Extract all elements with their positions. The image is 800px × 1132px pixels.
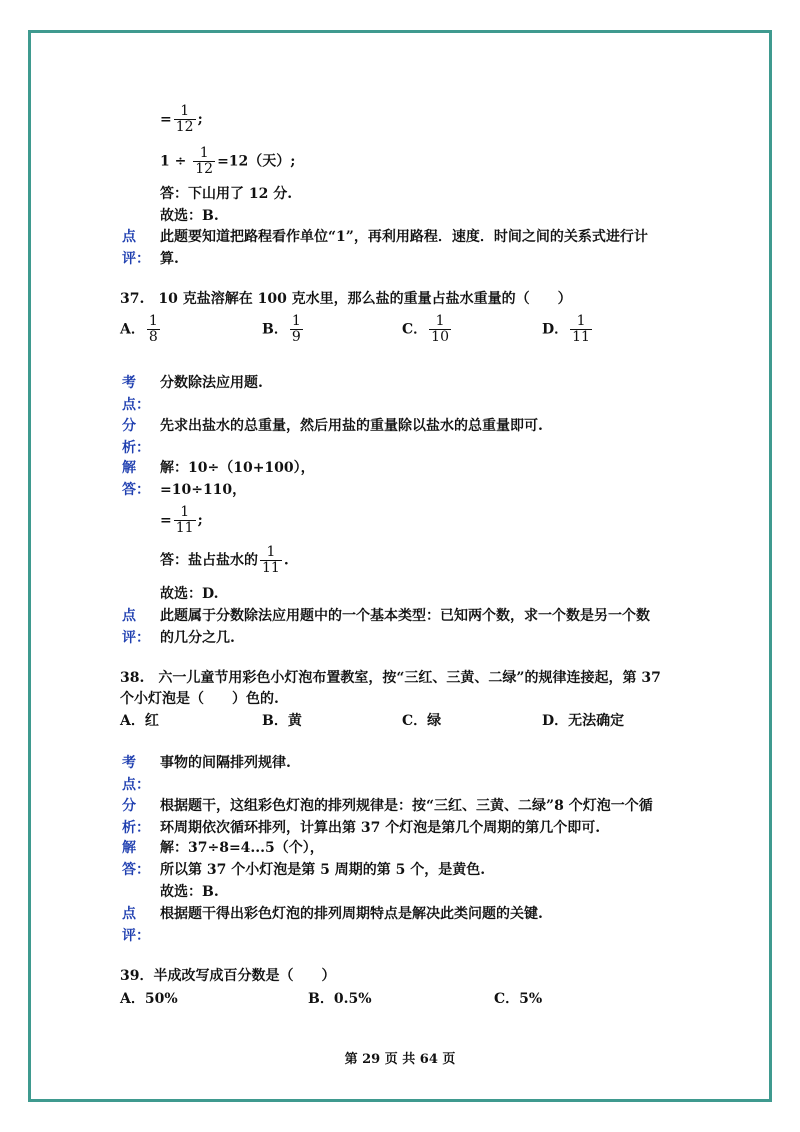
- dianping-text: 此题属于分数除法应用题中的一个基本类型：已知两个数，求一个数是另一个数: [160, 608, 650, 624]
- jieda-tag: 答：: [122, 862, 150, 878]
- page-footer: 第 29 页 共 64 页: [344, 1052, 456, 1067]
- option-a: A． $\frac{1}{8}$: [120, 313, 158, 345]
- option-b: B．0.5%: [308, 991, 372, 1007]
- fraction: $\frac{1}{12}$: [195, 145, 214, 177]
- dianping-tag: 点: [122, 906, 136, 922]
- fraction: $\frac{1}{11}$: [572, 313, 590, 345]
- option-d: D． $\frac{1}{11}$: [542, 313, 590, 345]
- option-b: B． $\frac{1}{9}$: [262, 313, 301, 345]
- kaodian-tag: 点：: [122, 397, 150, 413]
- fenxi-tag: 分: [122, 418, 136, 434]
- question-38: 个小灯泡是（ ）色的.: [120, 691, 279, 707]
- option-c: C． $\frac{1}{10}$: [402, 313, 449, 345]
- jieda-tag: 解: [122, 840, 136, 856]
- choice-line: 故选：B.: [160, 208, 219, 224]
- option-d: D．无法确定: [542, 713, 625, 729]
- question-39: 39．半成改写成百分数是（ ）: [120, 968, 336, 984]
- fenxi-text: 环周期依次循环排列，计算出第 37 个灯泡是第几个周期的第几个即可.: [160, 820, 601, 836]
- answer-line: 答：下山用了 12 分.: [160, 186, 293, 202]
- option-a: A．50%: [120, 991, 178, 1007]
- solution-line: =10÷110，: [160, 482, 247, 498]
- jieda-tag: 答：: [122, 482, 150, 498]
- fenxi-text: 根据题干，这组彩色灯泡的排列规律是：按“三红、三黄、二绿”8 个灯泡一个循: [160, 798, 653, 814]
- eq-prefix: =: [160, 111, 172, 128]
- fenxi-tag: 析：: [122, 440, 150, 456]
- choice-line: 故选：B.: [160, 884, 219, 900]
- fenxi-tag: 析：: [122, 820, 150, 836]
- review-tag: 点: [122, 229, 136, 245]
- solution-line: 所以第 37 个小灯泡是第 5 周期的第 5 个，是黄色.: [160, 862, 486, 878]
- option-b: B．黄: [262, 713, 302, 729]
- jieda-tag: 解: [122, 460, 136, 476]
- calc-line: 1 ÷ $\frac{1}{12}$ =12（天）;: [160, 145, 296, 177]
- fenxi-text: 先求出盐水的总重量，然后用盐的重量除以盐水的总重量即可.: [160, 418, 543, 434]
- eq-line-1: = $\frac{1}{12}$ ;: [160, 103, 203, 135]
- fraction: $\frac{1}{11}$: [262, 544, 280, 576]
- dianping-text: 根据题干得出彩色灯泡的排列周期特点是解决此类问题的关键.: [160, 906, 543, 922]
- fraction: $\frac{1}{11}$: [175, 504, 194, 536]
- question-38: 38. 六一儿童节用彩色小灯泡布置教室，按“三红、三黄、二绿”的规律连接起，第 37: [120, 670, 661, 686]
- dianping-tag: 评：: [122, 630, 150, 646]
- review-text: 此题要知道把路程看作单位“1”，再利用路程．速度．时间之间的关系式进行计: [160, 229, 648, 245]
- fraction: $\frac{1}{10}$: [431, 313, 449, 345]
- option-c: C．绿: [402, 713, 442, 729]
- kaodian-tag: 考: [122, 375, 136, 391]
- answer-line: 答：盐占盐水的 $\frac{1}{11}$ .: [160, 544, 289, 576]
- kaodian-text: 事物的间隔排列规律.: [160, 755, 291, 771]
- solution-line: 解：37÷8=4...5（个），: [160, 840, 324, 856]
- option-c: C．5%: [494, 991, 543, 1007]
- kaodian-tag: 点：: [122, 777, 150, 793]
- solution-line: = $\frac{1}{11}$ ;: [160, 504, 203, 536]
- fraction: $\frac{1}{9}$: [291, 313, 301, 345]
- review-text: 算.: [160, 251, 179, 267]
- kaodian-tag: 考: [122, 755, 136, 771]
- question-37: 37. 10 克盐溶解在 100 克水里，那么盐的重量占盐水重量的（ ）: [120, 291, 572, 307]
- fraction: $\frac{1}{12}$: [175, 103, 194, 135]
- kaodian-text: 分数除法应用题.: [160, 375, 263, 391]
- option-a: A．红: [120, 713, 159, 729]
- dianping-tag: 点: [122, 608, 136, 624]
- dianping-tag: 评：: [122, 928, 150, 944]
- solution-line: 解：10÷（10+100），: [160, 460, 315, 476]
- dianping-text: 的几分之几.: [160, 630, 235, 646]
- review-tag: 评：: [122, 251, 150, 267]
- fraction: $\frac{1}{8}$: [148, 313, 158, 345]
- fenxi-tag: 分: [122, 798, 136, 814]
- choice-line: 故选：D.: [160, 586, 219, 602]
